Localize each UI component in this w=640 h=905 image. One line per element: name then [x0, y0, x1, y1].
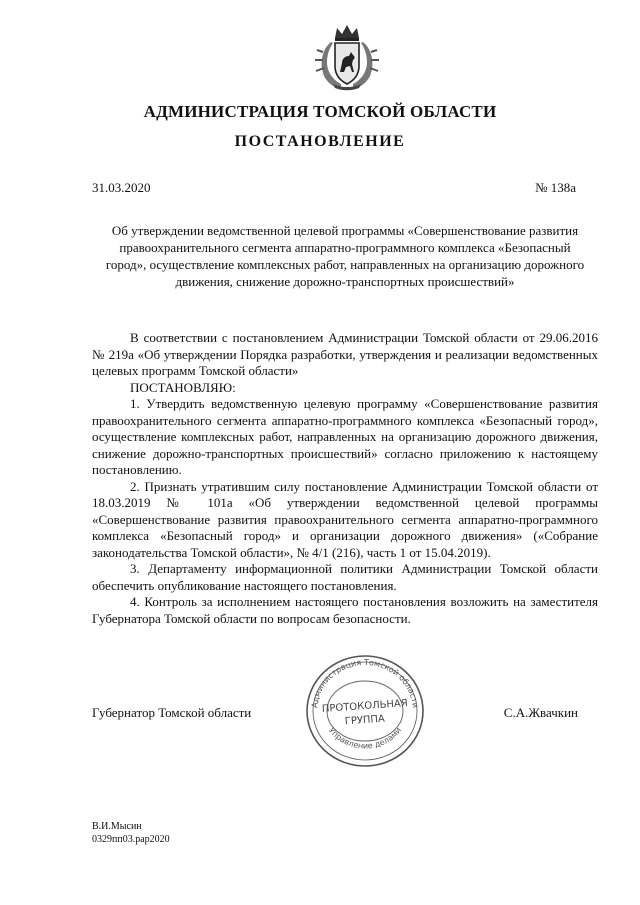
signer-position: Губернатор Томской области	[92, 705, 252, 720]
item-3: 3. Департаменту информационной политики Администрации Томской области обеспечить опубликование настоящего постановления.	[92, 561, 598, 593]
tomsk-coat-of-arms-icon	[311, 22, 383, 92]
document-type: ПОСТАНОВЛЕНИЕ	[234, 133, 406, 150]
svg-text:Управление делами	[327, 726, 403, 751]
signer-name: С.А.Жвачкин	[503, 705, 578, 720]
stamp-center-line1: ПРОТОКОЛЬНАЯ	[321, 698, 409, 715]
protocol-group-stamp	[303, 652, 427, 770]
document-body	[92, 330, 598, 627]
executor-file: 0329пп03.рар2020	[92, 834, 170, 845]
item-2: 2. Признать утратившим силу постановление Администрации Томской области от 18.03.2019 № 101а «Об утверждении ведомственной целевой программы «Совершенствование развития правоохранительного сегмента аппаратно-программного комплекса «Безопасный город» и организации дорожного движения» («Собрание законодательства Томской области», № 4/1 (216), часть 1 от 15.04.2019).	[92, 478, 598, 560]
stamp-ring-bottom: Управление делами	[326, 725, 404, 751]
document-number: № 138а	[535, 180, 576, 195]
preamble: В соответствии с постановлением Администрации Томской области от 29.06.2016 № 219а «Об утверждении Порядка разработки, утверждения и реализации ведомственных целевых программ Томской области»	[92, 330, 598, 378]
item-1: 1. Утвердить ведомственную целевую программу «Совершенствование развития правоохранительного сегмента аппаратно-программного комплекса «Безопасный город», осуществление комплексных работ, направленных на организацию дорожного движения, снижение дорожно-транспортных происшествий» согласно приложению к настоящему постановлению.	[92, 396, 598, 477]
item-4: 4. Контроль за исполнением настоящего постановления возложить на заместителя Губернатора Томской области по вопросам безопасности.	[92, 594, 598, 626]
stamp-center-line2: ГРУППА	[344, 713, 386, 728]
organization-name: АДМИНИСТРАЦИЯ ТОМСКОЙ ОБЛАСТИ	[143, 102, 497, 121]
stamp-ring-text: Администрация Томской области	[310, 657, 420, 709]
resolve-word: ПОСТАНОВЛЯЮ:	[130, 379, 236, 395]
document-date: 31.03.2020	[92, 180, 151, 195]
executor-name: В.И.Мысин	[92, 821, 142, 832]
document-title: Об утверждении ведомственной целевой программы «Совершенствование развития правоохранительного сегмента аппаратно-программного комплекса «Безопасный город», осуществление комплексных работ, направленных на организацию дорожного движения, снижение дорожно-транспортных происшествий»	[105, 223, 585, 289]
executor-block	[92, 820, 170, 846]
